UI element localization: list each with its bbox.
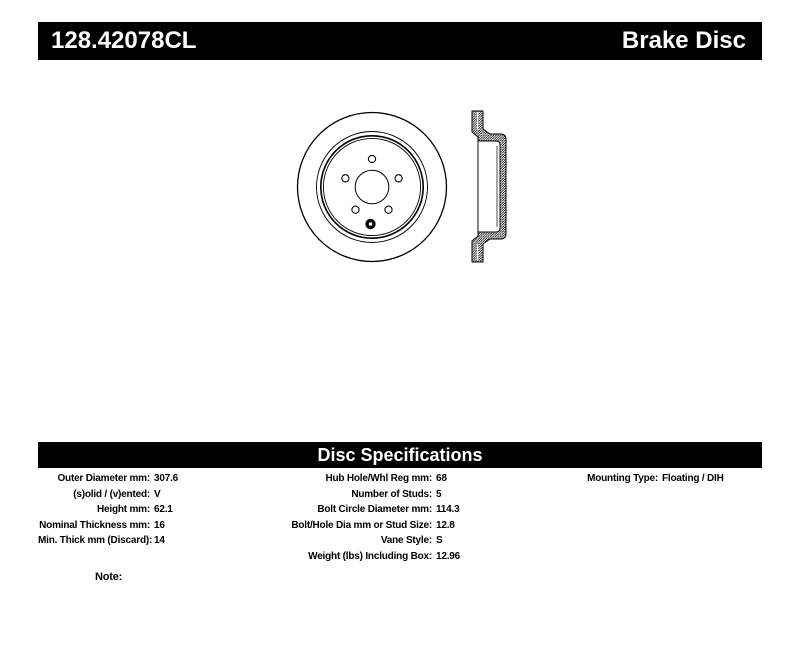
set-screw-hole [365,219,375,229]
spec-row-weight [278,549,460,565]
stud-hole [385,206,392,213]
spec-label: Outer Diameter mm: [57,473,150,484]
stud-hole [342,175,349,182]
spec-label: (s)olid / (v)ented: [73,488,150,500]
spec-value: Floating / DIH [662,473,724,484]
part-number: 128.42078CL [51,27,197,54]
spec-row-height [38,502,178,518]
header-bar [38,22,762,60]
product-title: Brake Disc [621,27,746,54]
hub-center-hole [355,170,389,204]
spec-row-vane-style [278,533,460,549]
spec-label: Weight (lbs) Including Box: [308,550,432,562]
note-label: Note: [95,571,123,583]
spec-label: Number of Studs: [351,488,432,500]
stud-holes [342,155,402,213]
spec-row-min-thickness [38,533,178,549]
spec-label: Bolt Circle Diameter mm: [317,504,432,515]
spec-row-mounting-type [572,471,724,487]
spec-label: Mounting Type: [587,473,658,484]
disc-front-view [298,113,447,262]
spec-label: Hub Hole/Whl Reg mm: [325,473,432,484]
disc-cross-section-view [472,111,506,262]
spec-value: S [436,535,443,546]
spec-column-mounting [572,471,724,487]
spec-column-hub-studs [278,471,460,564]
spec-label: Min. Thick mm (Discard): [38,535,153,546]
spec-value: 68 [436,473,447,484]
spec-section-bar [38,442,762,468]
spec-value: 12.8 [436,519,455,531]
stud-hole [395,175,402,182]
spec-value: 12.96 [436,550,461,562]
spec-row-bolt-circle-diameter [278,502,460,518]
spec-value: 307.6 [154,473,179,484]
spec-row-nominal-thickness [38,518,178,534]
spec-value: 114.3 [436,504,460,515]
spec-value: V [154,488,161,500]
disc-outer-edge-circle [298,113,447,262]
spec-row-outer-diameter [38,471,178,487]
spec-label: Height mm: [96,504,150,515]
brake-disc-drawing [260,90,540,280]
spec-row-solid-vented [38,487,178,503]
spec-row-bolt-hole-dia [278,518,460,534]
spec-row-hub-hole [278,471,460,487]
spec-label: Bolt/Hole Dia mm or Stud Size: [291,519,432,531]
spec-section-title: Disc Specifications [317,444,483,465]
spec-value: 62.1 [154,504,173,515]
spec-label: Nominal Thickness mm: [39,519,150,531]
stud-hole [352,206,359,213]
stud-hole [368,155,375,162]
spec-value: 16 [154,519,165,531]
spec-row-number-of-studs [278,487,460,503]
spec-column-dimensions [38,471,178,549]
spec-label: Vane Style: [380,535,432,546]
spec-value: 14 [154,535,165,546]
spec-value: 5 [436,488,442,500]
